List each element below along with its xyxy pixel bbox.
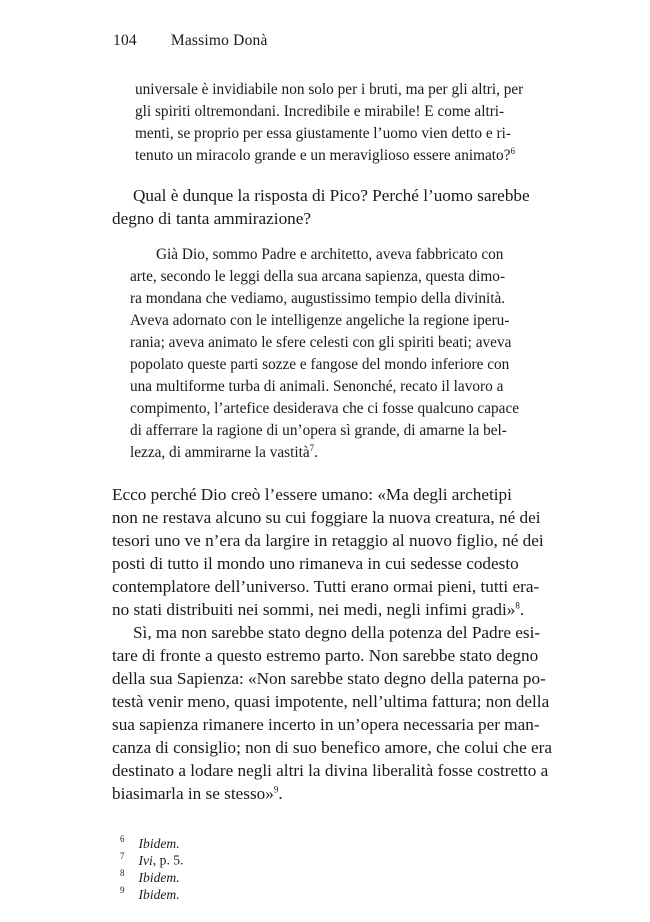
running-author: Massimo Donà	[170, 32, 268, 49]
quote-line: compimento, l’artefice desiderava che ci fosse qualcuno capace	[130, 400, 520, 417]
quote-line: una multiforme turba di animali. Senonché, recato il lavoro a	[130, 378, 504, 395]
body-line: Qual è dunque la risposta di Pico? Perché l’uomo sarebbe	[133, 186, 530, 205]
footnote-ref: 6	[510, 145, 515, 156]
body-line: contemplatore dell’universo. Tutti erano ormai pieni, tutti era-	[112, 577, 540, 596]
quote-line: Aveva adornato con le intelligenze angeliche la regione iperu-	[130, 312, 510, 329]
quote-line: popolato queste parti sozze e fangose del mondo inferiore con	[130, 356, 510, 373]
quote-line: rania; aveva animato le sfere celesti con gli spiriti beati; aveva	[130, 334, 512, 351]
footnote: $^6$ Ibidem.	[120, 834, 180, 851]
body-line: Sì, ma non sarebbe stato degno della potenza del Padre esi-	[133, 623, 541, 642]
footnote: $^8$ Ibidem.	[120, 868, 180, 885]
body-line: testà venir meno, quasi impotente, nell’ultima fattura; non della	[112, 692, 550, 711]
page-number: 104	[113, 32, 137, 49]
body-line: tare di fronte a questo estremo parto. Non sarebbe stato degno	[112, 646, 539, 665]
quote-line: arte, secondo le leggi della sua arcana sapienza, questa dimo-	[130, 268, 506, 285]
quote-line: gli spiriti oltremondani. Incredibile e mirabile! E come altri-	[135, 103, 505, 120]
footnote-ref: 7	[309, 442, 315, 453]
body-line: posti di tutto il mondo uno rimaneva in cui sedesse codesto	[112, 554, 519, 573]
footnote: $^9$ Ibidem.	[120, 885, 180, 902]
body-line: non ne restava alcuno su cui foggiare la nuova creatura, né dei	[112, 508, 541, 527]
footnote-ref: 9	[273, 784, 279, 795]
quote-line: Già Dio, sommo Padre e architetto, aveva fabbricato con	[156, 246, 504, 263]
quote-line: universale è invidiabile non solo per i bruti, ma per gli altri, per	[135, 81, 524, 98]
body-line: biasimarla in se stesso»$^9$.	[112, 784, 283, 803]
body-line: no stati distribuiti nei sommi, nei medi, negli infimi gradi»$^8$.	[112, 600, 525, 619]
body-line: Ecco perché Dio creò l’essere umano: «Ma degli archetipi	[112, 485, 512, 504]
body-line: sua sapienza rimanere incerto in un’opera necessaria per man-	[112, 715, 540, 734]
body-line: tesori uno ve n’era da largire in retaggio al nuovo figlio, né dei	[112, 531, 544, 550]
body-line: della sua Sapienza: «Non sarebbe stato degno della paterna po-	[112, 669, 546, 688]
body-line: destinato a lodare negli altri la divina liberalità fosse costretto a	[112, 761, 549, 780]
footnote-ref: 8	[515, 600, 520, 611]
quote-line: ra mondana che vediamo, augustissimo tempio della divinità.	[130, 290, 506, 307]
quote-line: menti, se proprio per essa giustamente l’uomo vien detto e ri-	[135, 125, 511, 142]
quote-line: tenuto un miracolo grande e un meraviglioso essere animato?$^6$	[135, 145, 515, 164]
running-header	[113, 32, 268, 50]
quote-line: lezza, di ammirarne la vastità$^7$.	[130, 442, 318, 461]
footnote: $^7$ Ivi, p. 5.	[120, 851, 184, 868]
body-line: degno di tanta ammirazione?	[112, 209, 312, 228]
quote-line: di afferrare la ragione di un’opera sì grande, di amarne la bel-	[130, 422, 507, 439]
body-line: canza di consiglio; non di suo benefico amore, che colui che era	[112, 738, 553, 757]
